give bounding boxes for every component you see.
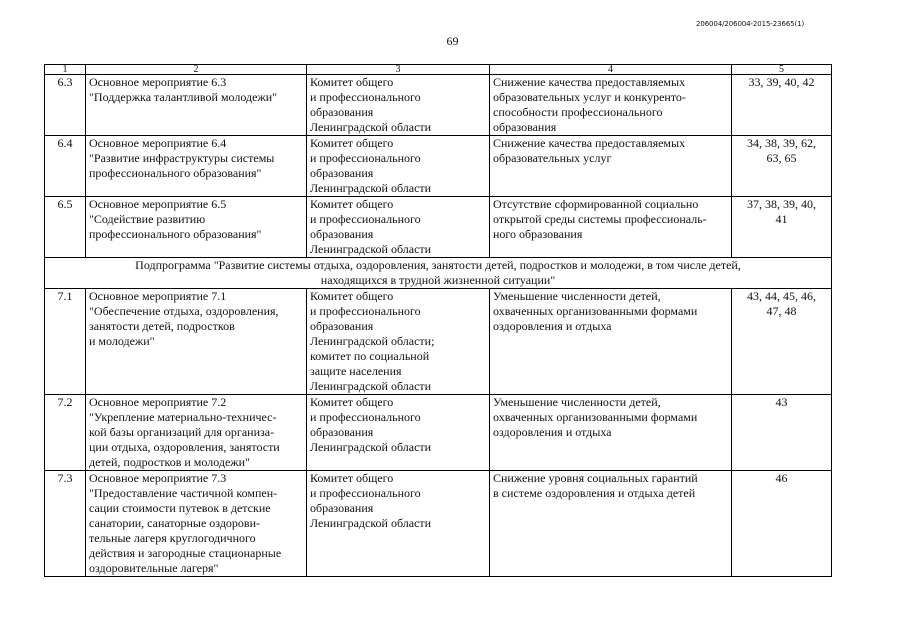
row-number: 6.4	[45, 136, 86, 197]
executor-cell-line: Ленинградской области;	[310, 334, 435, 348]
indicator-refs-cell-line: 63, 65	[766, 151, 797, 165]
activity-cell-line: санатории, санаторные оздорови-	[89, 516, 261, 530]
table-row	[45, 197, 832, 258]
executor-cell-line: образования	[310, 501, 374, 515]
consequence-cell-line: открытой среды системы профессиональ-	[493, 212, 707, 226]
row-number: 7.3	[45, 471, 86, 577]
activity-cell-line: "Содействие развитию	[89, 212, 206, 226]
executor-cell-line: Ленинградской области	[310, 379, 432, 393]
executor-cell-line: Комитет общего	[310, 289, 394, 303]
column-header: 4	[490, 65, 732, 75]
consequence-cell	[490, 136, 732, 197]
executor-cell-line: и профессионального	[310, 304, 421, 318]
activity-cell-line: "Предоставление частичной компен-	[89, 486, 278, 500]
activity-cell	[86, 471, 307, 577]
activity-cell-line: и молодежи"	[89, 334, 155, 348]
row-number: 6.5	[45, 197, 86, 258]
column-header: 1	[45, 65, 86, 75]
activity-cell-line: профессионального образования"	[89, 166, 262, 180]
indicator-refs-cell-line: 34, 38, 39, 62,	[747, 136, 816, 150]
consequence-cell-line: Снижение качества предоставляемых	[493, 75, 686, 89]
activity-cell-line: ции отдыха, оздоровления, занятости	[89, 440, 280, 454]
executor-cell-line: Комитет общего	[310, 75, 394, 89]
activity-cell	[86, 395, 307, 471]
activity-cell-line: действия и загородные стационарные	[89, 546, 282, 560]
indicator-refs-cell	[732, 395, 832, 471]
activity-cell	[86, 136, 307, 197]
executor-cell-line: образования	[310, 227, 374, 241]
activity-cell-line: сации стоимости путевок в детские	[89, 501, 271, 515]
consequence-cell-line: в системе оздоровления и отдыха детей	[493, 486, 696, 500]
activity-cell-line: профессионального образования"	[89, 227, 262, 241]
activity-cell-line: кой базы организаций для организа-	[89, 425, 275, 439]
executor-cell	[307, 75, 490, 136]
subprogram-title-line: находящихся в трудной жизненной ситуации"	[320, 273, 556, 287]
indicator-refs-cell-line: 43	[775, 395, 788, 409]
table-row	[45, 75, 832, 136]
indicator-refs-cell	[732, 471, 832, 577]
activity-cell-line: Основное мероприятие 7.3	[89, 471, 227, 485]
indicator-refs-cell-line: 41	[775, 212, 788, 226]
consequence-cell-line: охваченных организованными формами	[493, 304, 698, 318]
executor-cell-line: и профессионального	[310, 151, 421, 165]
activity-cell-line: "Развитие инфраструктуры системы	[89, 151, 275, 165]
activity-cell	[86, 197, 307, 258]
executor-cell	[307, 395, 490, 471]
table-header-row	[45, 65, 832, 75]
executor-cell-line: и профессионального	[310, 410, 421, 424]
consequence-cell	[490, 75, 732, 136]
indicator-refs-cell-line: 33, 39, 40, 42	[748, 75, 815, 89]
consequence-cell-line: образовательных услуг и конкуренто-	[493, 90, 686, 104]
table-row	[45, 395, 832, 471]
executor-cell-line: Ленинградской области	[310, 440, 432, 454]
indicator-refs-cell	[732, 136, 832, 197]
executor-cell-line: Комитет общего	[310, 395, 394, 409]
row-number: 6.3	[45, 75, 86, 136]
consequence-cell-line: образования	[493, 120, 557, 134]
activity-cell	[86, 289, 307, 395]
executor-cell-line: Ленинградской области	[310, 181, 432, 195]
document-id: 206004/206004-2015-23665(1)	[696, 20, 805, 28]
indicator-refs-cell-line: 37, 38, 39, 40,	[747, 197, 816, 211]
subprogram-title	[45, 258, 832, 289]
executor-cell	[307, 289, 490, 395]
measures-table	[44, 64, 832, 577]
table-row	[45, 136, 832, 197]
consequence-cell-line: Снижение уровня социальных гарантий	[493, 471, 698, 485]
indicator-refs-cell-line: 46	[775, 471, 788, 485]
table-row	[45, 471, 832, 577]
subprogram-title-line: Подпрограмма "Развитие системы отдыха, оздоровления, занятости детей, подростков и молодежи, в том числе детей,	[135, 258, 741, 272]
activity-cell-line: тельные лагеря круглогодичного	[89, 531, 256, 545]
executor-cell-line: и профессионального	[310, 486, 421, 500]
executor-cell-line: Комитет общего	[310, 197, 394, 211]
executor-cell-line: образования	[310, 105, 374, 119]
consequence-cell	[490, 471, 732, 577]
activity-cell-line: оздоровительные лагеря"	[89, 561, 219, 575]
consequence-cell-line: Отсутствие сформированной социально	[493, 197, 699, 211]
executor-cell-line: и профессионального	[310, 212, 421, 226]
activity-cell-line: детей, подростков и молодежи"	[89, 455, 250, 469]
indicator-refs-cell-line: 47, 48	[766, 304, 797, 318]
activity-cell-line: "Поддержка талантливой молодежи"	[89, 90, 278, 104]
page-number: 69	[446, 34, 459, 48]
column-header: 2	[86, 65, 307, 75]
consequence-cell-line: оздоровления и отдыха	[493, 425, 612, 439]
row-number: 7.2	[45, 395, 86, 471]
executor-cell-line: образования	[310, 166, 374, 180]
executor-cell-line: комитет по социальной	[310, 349, 430, 363]
consequence-cell-line: оздоровления и отдыха	[493, 319, 612, 333]
activity-cell-line: "Обеспечение отдыха, оздоровления,	[89, 304, 279, 318]
indicator-refs-cell-line: 43, 44, 45, 46,	[747, 289, 816, 303]
indicator-refs-cell	[732, 75, 832, 136]
column-header: 3	[307, 65, 490, 75]
row-number: 7.1	[45, 289, 86, 395]
activity-cell-line: Основное мероприятие 6.3	[89, 75, 227, 89]
consequence-cell	[490, 289, 732, 395]
activity-cell-line: Основное мероприятие 6.5	[89, 197, 227, 211]
consequence-cell-line: охваченных организованными формами	[493, 410, 698, 424]
executor-cell-line: Ленинградской области	[310, 516, 432, 530]
activity-cell	[86, 75, 307, 136]
executor-cell-line: защите населения	[310, 364, 402, 378]
executor-cell-line: Ленинградской области	[310, 120, 432, 134]
consequence-cell-line: способности профессионального	[493, 105, 663, 119]
consequence-cell-line: Уменьшение численности детей,	[493, 395, 661, 409]
executor-cell	[307, 471, 490, 577]
consequence-cell-line: образовательных услуг	[493, 151, 612, 165]
executor-cell-line: Ленинградской области	[310, 242, 432, 256]
column-header: 5	[732, 65, 832, 75]
consequence-cell	[490, 197, 732, 258]
activity-cell-line: Основное мероприятие 6.4	[89, 136, 227, 150]
executor-cell-line: образования	[310, 319, 374, 333]
activity-cell-line: занятости детей, подростков	[89, 319, 235, 333]
activity-cell-line: Основное мероприятие 7.2	[89, 395, 227, 409]
executor-cell-line: и профессионального	[310, 90, 421, 104]
table-row	[45, 289, 832, 395]
executor-cell-line: образования	[310, 425, 374, 439]
consequence-cell-line: Снижение качества предоставляемых	[493, 136, 686, 150]
indicator-refs-cell	[732, 197, 832, 258]
executor-cell	[307, 136, 490, 197]
executor-cell-line: Комитет общего	[310, 136, 394, 150]
consequence-cell-line: Уменьшение численности детей,	[493, 289, 661, 303]
indicator-refs-cell	[732, 289, 832, 395]
subprogram-row	[45, 258, 832, 289]
executor-cell	[307, 197, 490, 258]
consequence-cell	[490, 395, 732, 471]
consequence-cell-line: ного образования	[493, 227, 583, 241]
activity-cell-line: "Укрепление материально-техничес-	[89, 410, 277, 424]
activity-cell-line: Основное мероприятие 7.1	[89, 289, 227, 303]
executor-cell-line: Комитет общего	[310, 471, 394, 485]
